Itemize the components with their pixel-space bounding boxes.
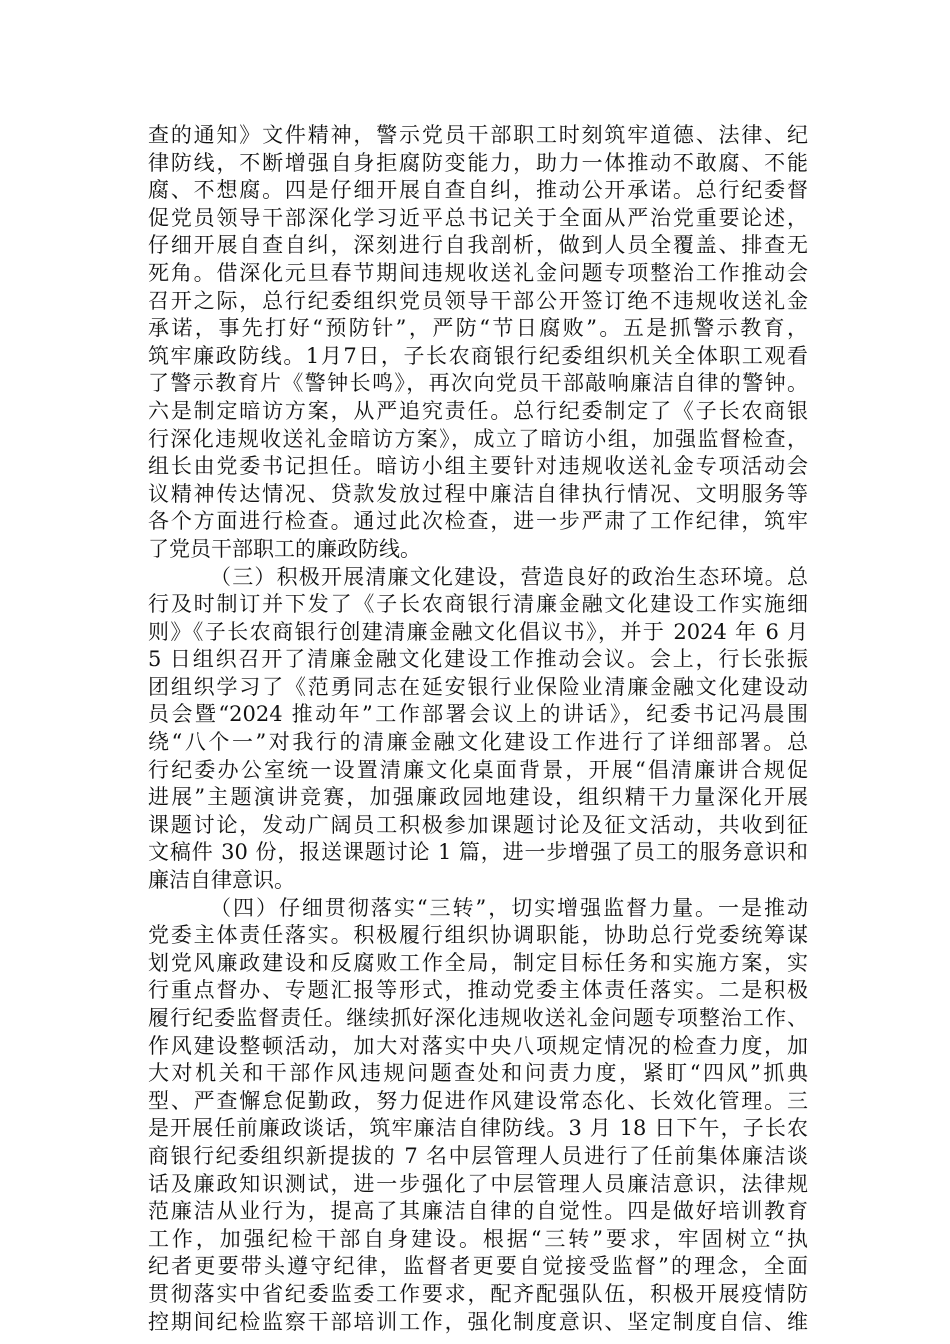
- text-line: 廉洁自律意识。: [148, 868, 295, 893]
- paragraph: [148, 564, 808, 895]
- text-line: 作风建设整顿活动，加大对落实中央八项规定情况的检查力度，加: [148, 1033, 808, 1058]
- document-body: [148, 122, 808, 1336]
- paragraph: [148, 895, 808, 1337]
- text-line: 绕“八个一”对我行的清廉金融文化建设工作进行了详细部署。总: [148, 730, 808, 755]
- text-line: 律防线，不断增强自身拒腐防变能力，助力一体推动不敢腐、不能: [148, 150, 808, 175]
- text-line: 5 日组织召开了清廉金融文化建设工作推动会议。会上，行长张振: [148, 647, 808, 672]
- text-line: 腐、不想腐。四是仔细开展自查自纠，推动公开承诺。总行纪委督: [148, 178, 808, 203]
- text-line: 履行纪委监督责任。继续抓好深化违规收送礼金问题专项整治工作、: [148, 1006, 808, 1030]
- text-line: 党委主体责任落实。积极履行组织协调职能，协助总行党委统筹谋: [148, 923, 808, 948]
- text-line: 大对机关和干部作风违规问题查处和问责力度，紧盯“四风”抓典: [148, 1061, 808, 1086]
- text-line: 进展”主题演讲竞赛，加强廉政园地建设，组织精干力量深化开展: [148, 785, 808, 810]
- text-line: 是开展任前廉政谈话，筑牢廉洁自律防线。3 月 18 日下午，子长农: [148, 1116, 808, 1141]
- text-line: 死角。借深化元旦春节期间违规收送礼金问题专项整治工作推动会: [148, 260, 808, 285]
- text-line: 话及廉政知识测试，进一步强化了中层管理人员廉洁意识，法律规: [148, 1171, 808, 1196]
- text-line: 行深化违规收送礼金暗访方案》，成立了暗访小组，加强监督检查，: [148, 426, 808, 451]
- text-line: 各个方面进行检查。通过此次检查，进一步严肃了工作纪律，筑牢: [148, 509, 808, 534]
- text-line: （四）仔细贯彻落实“三转”，切实增强监督力量。一是推动: [210, 895, 808, 920]
- text-line: 行纪委办公室统一设置清廉文化桌面背景，开展“倡清廉讲合规促: [148, 757, 808, 782]
- text-line: 员会暨“2024 推动年”工作部署会议上的讲话》，纪委书记冯晨围: [148, 702, 808, 727]
- text-line: （三）积极开展清廉文化建设，营造良好的政治生态环境。总: [210, 564, 808, 589]
- text-line: 承诺，事先打好“预防针”，严防“节日腐败”。五是抓警示教育，: [148, 316, 808, 341]
- text-line: 组长由党委书记担任。暗访小组主要针对违规收送礼金专项活动会: [148, 454, 808, 479]
- paragraph: [148, 122, 808, 564]
- text-line: 划党风廉政建设和反腐败工作全局，制定目标任务和实施方案，实: [148, 950, 808, 975]
- text-line: 控期间纪检监察干部培训工作，强化制度意识、坚定制度自信、维: [148, 1309, 808, 1334]
- text-line: 促党员领导干部深化学习近平总书记关于全面从严治党重要论述，: [148, 205, 808, 230]
- text-line: 贯彻落实中省纪委监委工作要求，配齐配强队伍，积极开展疫情防: [148, 1281, 808, 1306]
- text-line: 六是制定暗访方案，从严追究责任。总行纪委制定了《子长农商银: [148, 398, 808, 423]
- text-line: 纪者更要带头遵守纪律，监督者更要自觉接受监督”的理念，全面: [148, 1254, 808, 1279]
- text-line: 文稿件 30 份，报送课题讨论 1 篇，进一步增强了员工的服务意识和: [148, 840, 808, 865]
- text-line: 议精神传达情况、贷款发放过程中廉洁自律执行情况、文明服务等: [148, 481, 808, 506]
- text-line: 工作，加强纪检干部自身建设。根据“三转”要求，牢固树立“执: [148, 1226, 808, 1251]
- text-line: 了警示教育片《警钟长鸣》，再次向党员干部敲响廉洁自律的警钟。: [148, 371, 808, 396]
- text-line: 召开之际，总行纪委组织党员领导干部公开签订绝不违规收送礼金: [148, 288, 808, 313]
- text-line: 行重点督办、专题汇报等形式，推动党委主体责任落实。二是积极: [148, 978, 808, 1003]
- text-line: 课题讨论，发动广阔员工积极参加课题讨论及征文活动，共收到征: [148, 812, 808, 837]
- text-line: 则》《子长农商银行创建清廉金融文化倡议书》，并于 2024 年 6 月: [148, 619, 808, 644]
- text-line: 商银行纪委组织新提拔的 7 名中层管理人员进行了任前集体廉洁谈: [148, 1143, 808, 1168]
- text-line: 团组织学习了《范勇同志在延安银行业保险业清廉金融文化建设动: [148, 674, 808, 699]
- text-line: 范廉洁从业行为，提高了其廉洁自律的自觉性。四是做好培训教育: [148, 1199, 808, 1224]
- text-line: 仔细开展自查自纠，深刻进行自我剖析，做到人员全覆盖、排查无: [148, 233, 808, 258]
- text-line: 筑牢廉政防线。1月7日，子长农商银行纪委组织机关全体职工观看: [148, 343, 808, 368]
- text-line: 行及时制订并下发了《子长农商银行清廉金融文化建设工作实施细: [148, 592, 808, 617]
- text-line: 了党员干部职工的廉政防线。: [148, 536, 421, 561]
- text-line: 查的通知》文件精神，警示党员干部职工时刻筑牢道德、法律、纪: [148, 123, 808, 147]
- text-line: 型、严查懈怠促勤政，努力促进作风建设常态化、长效化管理。三: [148, 1088, 808, 1113]
